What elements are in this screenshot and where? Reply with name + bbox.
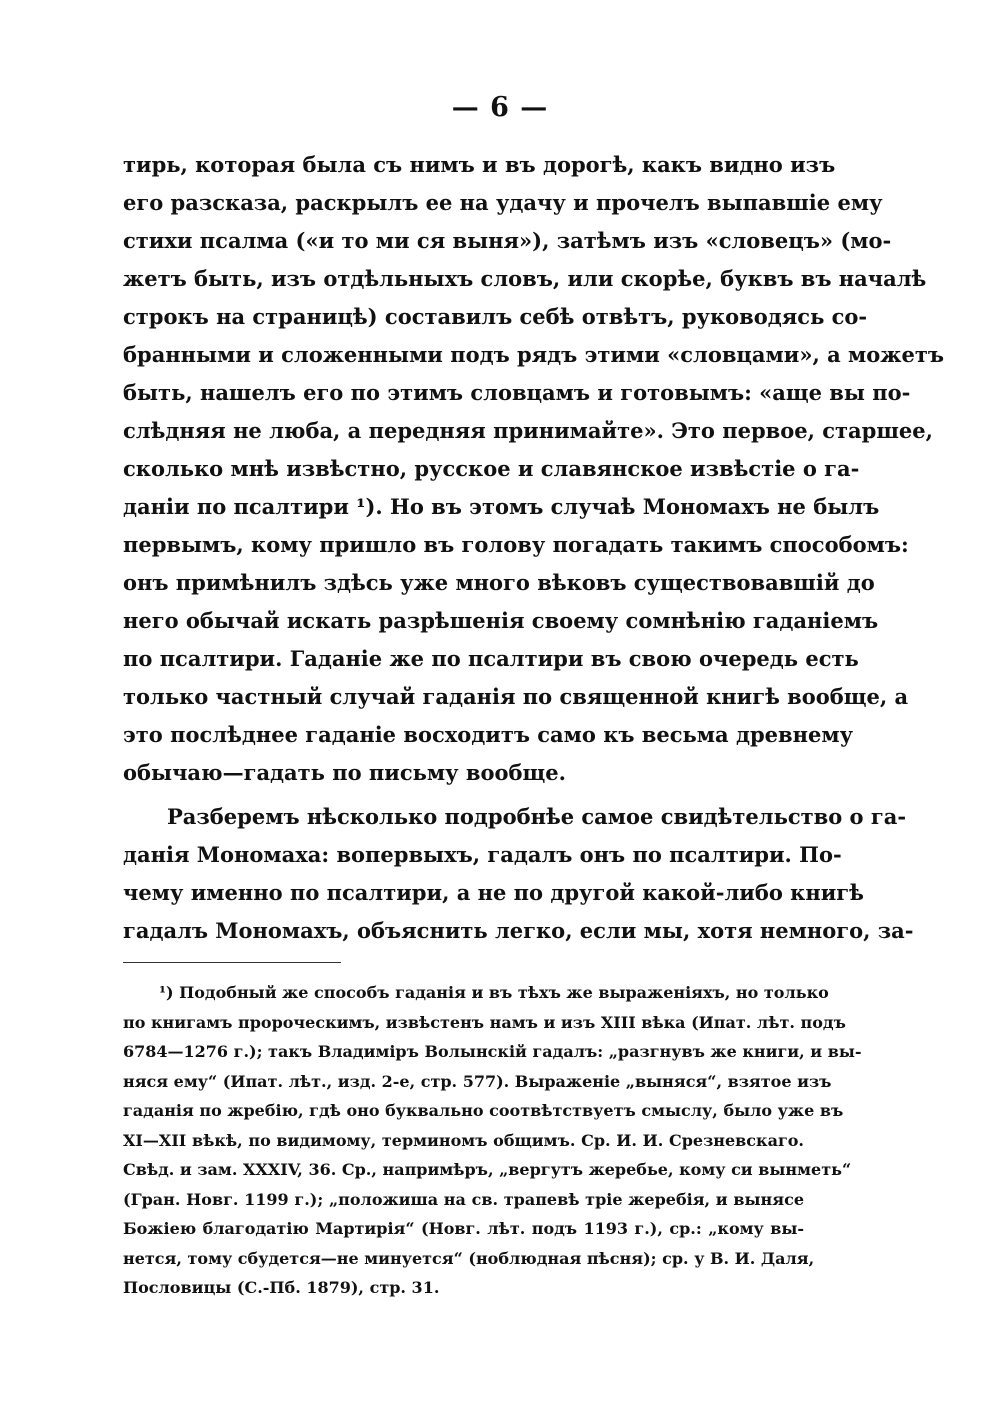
footnote-line: Свѣд. и зам. XXXIV, 36. Ср., напримѣръ, „вергутъ жеребье, кому си вынметь“ (123, 1160, 852, 1179)
footnote-line: ¹) Подобный же способъ гаданія и въ тѣхъ же выраженіяхъ, но только (159, 983, 829, 1002)
footnote-line: няся ему“ (Ипат. лѣт., изд. 2-е, стр. 577). Выраженіе „выняся“, взятое изъ (123, 1071, 832, 1091)
footnote-line: Пословицы (С.-Пб. 1879), стр. 31. (123, 1278, 440, 1297)
text-line: по псалтири. Гаданіе же по псалтири въ свою очередь есть (123, 646, 859, 671)
text-line: обычаю—гадать по письму вообще. (123, 760, 566, 785)
footnote-line: (Гран. Новг. 1199 г.); „положиша на св. трапевѣ тріе жеребія, и вынясе (123, 1189, 804, 1209)
text-line: строкъ на страницѣ) составилъ себѣ отвѣтъ, руководясь со- (123, 304, 868, 329)
text-line: данія Мономаха: вопервыхъ, гадалъ онъ по псалтири. По- (123, 842, 842, 867)
text-line: быть, нашелъ его по этимъ словцамъ и готовымъ: «аще вы по- (123, 380, 911, 405)
text-line: бранными и сложенными подъ рядъ этими «словцами», а можетъ (123, 342, 944, 367)
footnote-line: 6784—1276 г.); такъ Владимiръ Волынскій гадалъ: „разгнувъ же книги, и вы- (123, 1042, 862, 1061)
text-line: чему именно по псалтири, а не по другой какой-либо книгѣ (123, 880, 864, 905)
footnote-line: XI—XII вѣкѣ, по видимому, терминомъ общимъ. Ср. И. И. Срезневскаго. (123, 1130, 804, 1150)
footnote-line: нется, тому сбудется—не минуется“ (ноблюдная пѣсня); ср. у В. И. Даля, (123, 1248, 815, 1268)
page-number: — 6 — (451, 92, 549, 123)
text-line: гадалъ Мономахъ, объяснить легко, если мы, хотя немного, за- (123, 918, 914, 943)
text-line: стихи псалма («и то ми ся выня»), затѣмъ изъ «словецъ» (мо- (123, 228, 892, 253)
text-line: него обычай искать разрѣшенія своему сомнѣнію гаданіемъ (123, 608, 879, 633)
footnote-rule (123, 962, 341, 963)
footnote-line: Божіею благодатію Мартирія“ (Новг. лѣт. подъ 1193 г.), ср.: „кому вы- (123, 1219, 804, 1238)
text-line: онъ примѣнилъ здѣсь уже много вѣковъ существовавшій до (123, 570, 875, 595)
text-line: это послѣднее гаданіе восходитъ само къ весьма древнему (123, 722, 854, 747)
main-text (123, 146, 944, 950)
text-line: тирь, которая была съ нимъ и въ дорогѣ, какъ видно изъ (123, 152, 836, 177)
text-line: его разсказа, раскрылъ ее на удачу и прочелъ выпавшіе ему (123, 190, 883, 215)
text-line: жетъ быть, изъ отдѣльныхъ словъ, или скорѣе, буквъ въ началѣ (123, 266, 927, 291)
text-line: только частный случай гаданія по священной книгѣ вообще, а (123, 684, 909, 709)
footnote-line: по книгамъ пророческимъ, извѣстенъ намъ и изъ XIII вѣка (Ипат. лѣт. подъ (123, 1012, 846, 1032)
text-line: слѣдняя не люба, а передняя принимайте». Это первое, старшее, (123, 418, 933, 443)
footnote-line: гаданія по жребію, гдѣ оно буквально соотвѣтствуетъ смыслу, было уже въ (123, 1101, 844, 1120)
footnote (123, 978, 862, 1303)
text-line: даніи по псалтири ¹). Но въ этомъ случаѣ Мономахъ не былъ (123, 494, 880, 519)
text-line: сколько мнѣ извѣстно, русское и славянское извѣстіе о га- (123, 456, 860, 481)
text-line: Разберемъ нѣсколько подробнѣе самое свидѣтельство о га- (167, 804, 907, 829)
text-line: первымъ, кому пришло въ голову погадать такимъ способомъ: (123, 532, 909, 557)
